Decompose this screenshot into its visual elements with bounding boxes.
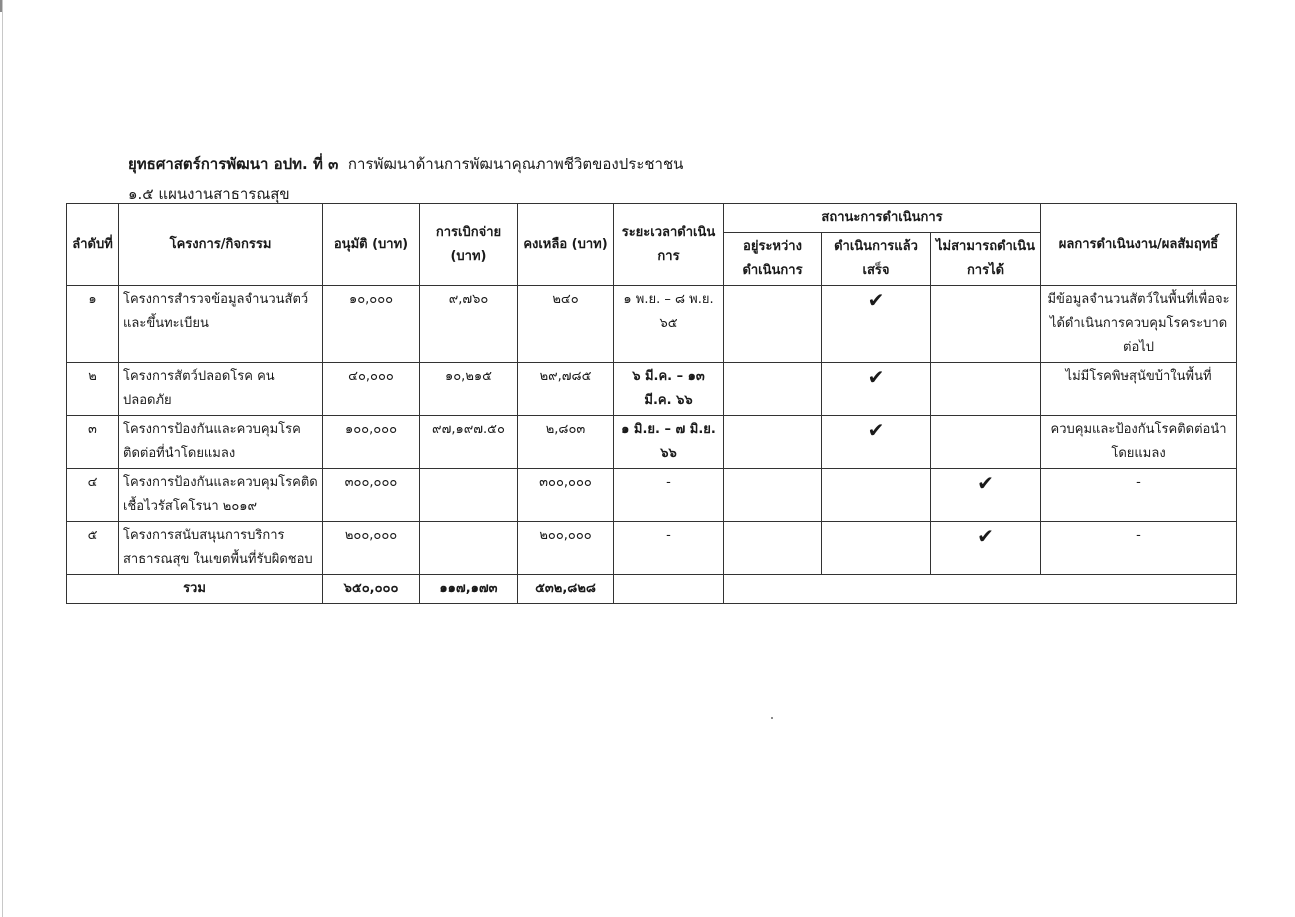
row-result: มีข้อมูลจำนวนสัตว์ในพื้นที่เพื่อจะได้ดำเนินการควบคุมโรคระบาดต่อไป xyxy=(1041,286,1237,363)
total-row xyxy=(67,575,1237,604)
row-status-done-check-icon: ✔ xyxy=(822,363,931,416)
total-blank-cell xyxy=(724,575,1237,604)
table-footer xyxy=(67,575,1237,604)
header-result: ผลการดำเนินงาน/ผลสัมฤทธิ์ xyxy=(1041,204,1237,286)
row-period: ๖ มี.ค. – ๑๓ มี.ค. ๖๖ xyxy=(614,363,724,416)
row-status-unable-check-icon xyxy=(931,286,1041,363)
row-project: โครงการสำรวจข้อมูลจำนวนสัตว์และขึ้นทะเบียน xyxy=(119,286,323,363)
header-status-group: สถานะการดำเนินการ xyxy=(724,204,1041,233)
row-status-done-check-icon xyxy=(822,522,931,575)
header-approved: อนุมัติ (บาท) xyxy=(323,204,420,286)
header-status-done: ดำเนินการแล้วเสร็จ xyxy=(822,233,931,286)
row-result: - xyxy=(1041,522,1237,575)
header-remaining: คงเหลือ (บาท) xyxy=(518,204,614,286)
strategy-topic: การพัฒนาด้านการพัฒนาคุณภาพชีวิตของประชาชน xyxy=(347,155,684,173)
row-project: โครงการป้องกันและควบคุมโรคติดเชื้อไวรัสโคโรนา ๒๐๑๙ xyxy=(119,469,323,522)
row-approved: ๔๐,๐๐๐ xyxy=(323,363,420,416)
header-project: โครงการ/กิจกรรม xyxy=(119,204,323,286)
table-body xyxy=(67,286,1237,575)
row-no: ๑ xyxy=(67,286,119,363)
row-disbursed: ๙,๗๖๐ xyxy=(420,286,518,363)
total-label: รวม xyxy=(67,575,323,604)
row-approved: ๓๐๐,๐๐๐ xyxy=(323,469,420,522)
header-status-unable: ไม่สามารถดำเนินการได้ xyxy=(931,233,1041,286)
row-period: - xyxy=(614,522,724,575)
row-status-unable-check-icon xyxy=(931,416,1041,469)
total-remaining: ๕๓๒,๘๒๘ xyxy=(518,575,614,604)
row-status-ongoing-check-icon xyxy=(724,286,822,363)
header-status-ongoing: อยู่ระหว่างดำเนินการ xyxy=(724,233,822,286)
row-no: ๕ xyxy=(67,522,119,575)
row-status-ongoing-check-icon xyxy=(724,363,822,416)
row-status-unable-check-icon xyxy=(931,363,1041,416)
row-period: ๑ พ.ย. – ๘ พ.ย. ๖๕ xyxy=(614,286,724,363)
row-status-ongoing-check-icon xyxy=(724,522,822,575)
total-period-cell xyxy=(614,575,724,604)
header-period: ระยะเวลาดำเนินการ xyxy=(614,204,724,286)
row-approved: ๑๐๐,๐๐๐ xyxy=(323,416,420,469)
row-project: โครงการสนับสนุนการบริการสาธารณสุข ในเขตพื้นที่รับผิดชอบ xyxy=(119,522,323,575)
row-status-done-check-icon xyxy=(822,469,931,522)
row-no: ๓ xyxy=(67,416,119,469)
row-remaining: ๓๐๐,๐๐๐ xyxy=(518,469,614,522)
row-project: โครงการสัตว์ปลอดโรค คนปลอดภัย xyxy=(119,363,323,416)
row-result: - xyxy=(1041,469,1237,522)
row-disbursed xyxy=(420,522,518,575)
row-disbursed: ๙๗,๑๙๗.๕๐ xyxy=(420,416,518,469)
row-period: ๑ มิ.ย. – ๗ มิ.ย. ๖๖ xyxy=(614,416,724,469)
row-status-done-check-icon: ✔ xyxy=(822,286,931,363)
strategy-title: ยุทธศาสตร์การพัฒนา อปท. ที่ ๓ xyxy=(128,155,339,173)
scan-dot xyxy=(771,717,773,719)
row-remaining: ๒๙,๗๘๕ xyxy=(518,363,614,416)
row-period: - xyxy=(614,469,724,522)
table-header xyxy=(67,204,1237,286)
row-approved: ๒๐๐,๐๐๐ xyxy=(323,522,420,575)
table-row xyxy=(67,363,1237,416)
row-result: ไม่มีโรคพิษสุนัขบ้าในพื้นที่ xyxy=(1041,363,1237,416)
table-row xyxy=(67,416,1237,469)
total-approved: ๖๕๐,๐๐๐ xyxy=(323,575,420,604)
row-remaining: ๒๔๐ xyxy=(518,286,614,363)
document-heading xyxy=(128,152,683,176)
row-result: ควบคุมและป้องกันโรคติดต่อนำโดยแมลง xyxy=(1041,416,1237,469)
row-status-unable-check-icon: ✔ xyxy=(931,469,1041,522)
row-remaining: ๒๐๐,๐๐๐ xyxy=(518,522,614,575)
table-row xyxy=(67,522,1237,575)
table-row xyxy=(67,469,1237,522)
row-status-ongoing-check-icon xyxy=(724,416,822,469)
total-disbursed: ๑๑๗,๑๗๓ xyxy=(420,575,518,604)
scan-edge-line xyxy=(2,0,3,917)
row-approved: ๑๐,๐๐๐ xyxy=(323,286,420,363)
row-remaining: ๒,๘๐๓ xyxy=(518,416,614,469)
plan-subtitle: ๑.๕ แผนงานสาธารณสุข xyxy=(128,185,290,203)
row-disbursed: ๑๐,๒๑๕ xyxy=(420,363,518,416)
table-row xyxy=(67,286,1237,363)
row-no: ๔ xyxy=(67,469,119,522)
header-disbursed: การเบิกจ่าย (บาท) xyxy=(420,204,518,286)
row-project: โครงการป้องกันและควบคุมโรคติดต่อที่นำโดยแมลง xyxy=(119,416,323,469)
row-status-ongoing-check-icon xyxy=(724,469,822,522)
project-status-table xyxy=(66,203,1237,604)
row-disbursed xyxy=(420,469,518,522)
header-no: ลำดับที่ xyxy=(67,204,119,286)
row-status-done-check-icon: ✔ xyxy=(822,416,931,469)
row-no: ๒ xyxy=(67,363,119,416)
row-status-unable-check-icon: ✔ xyxy=(931,522,1041,575)
